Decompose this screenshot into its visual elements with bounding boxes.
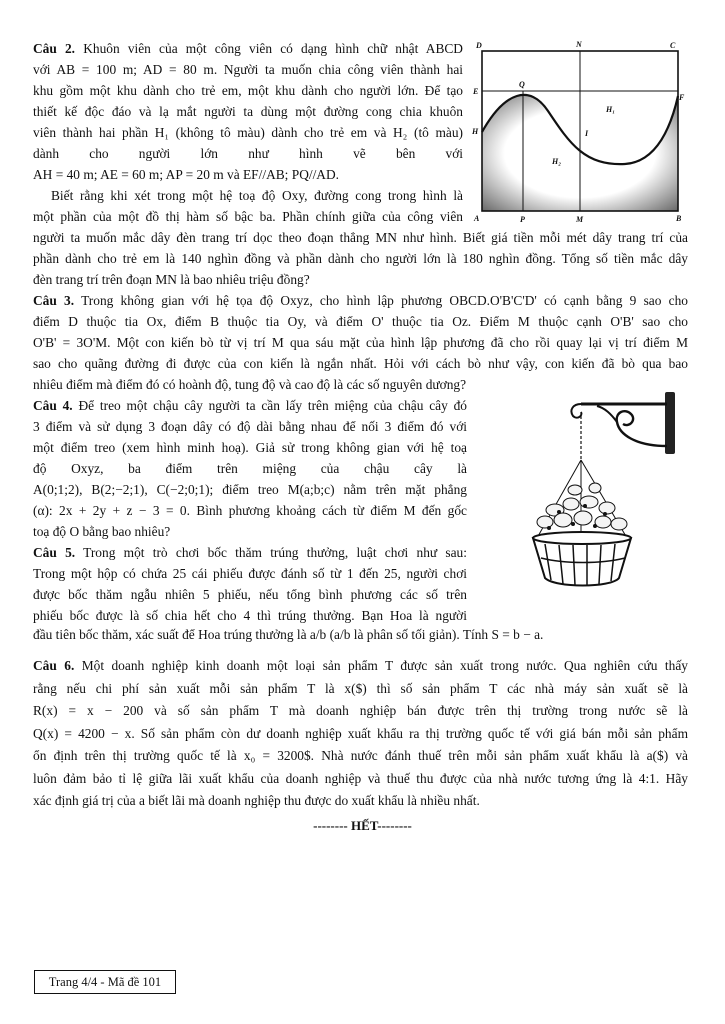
text-line: 3 điểm và sử dụng 3 đoạn dây có độ dài bằng nhau để nối 3 điểm đó với — [33, 419, 467, 434]
label-c: C — [670, 41, 676, 50]
text-line: A(0;1;2), B(2;−2;1), C(−2;0;1); điểm treo M(a;b;c) nằm trên mặt phẳng — [33, 482, 467, 497]
label-p: P — [520, 215, 525, 224]
question-label: Câu 3. — [33, 293, 75, 308]
question-5-tail — [33, 624, 688, 645]
text-line: ổn định trên thị trường quốc tế là x₀ = 3200$. Nhà nước đánh thuế trên mỗi sản phẩm xuất khẩu là a($) và — [33, 748, 688, 763]
question-2-rest — [33, 227, 688, 290]
text-line: Câu 3. Trong không gian với hệ tọa độ Oxyz, cho hình lập phương OBCD.O'B'C'D' có cạnh bằng 9 sao cho — [33, 293, 688, 308]
text-line: với AB = 100 m; AD = 80 m. Người ta muốn chia công viên thành hai — [33, 62, 463, 77]
park-figure — [470, 36, 692, 226]
label-d: D — [476, 41, 482, 50]
label-n: N — [576, 40, 582, 49]
question-label: Câu 4. — [33, 398, 73, 413]
text-line: Q(x) = 4200 − x. Số sản phẩm còn dư doanh nghiệp xuất khẩu ra thị trường quốc tế với giá bán mỗi sản phẩm — [33, 725, 688, 741]
text-line: (α): 2x + 2y + z − 3 = 0. Bình phương khoảng cách từ điểm M đến gốc — [33, 503, 467, 518]
text-line: một phần của một đồ thị hàm số bậc ba. Phần chính giữa của công viên — [33, 209, 463, 224]
label-q: Q — [519, 80, 525, 89]
text-line: R(x) = x − 200 và số sản phẩm T mà doanh nghiệp bán được trên thị trường trong nước sẽ là — [33, 703, 688, 718]
text-line: rằng nếu chi phí sản xuất mỗi sản phẩm T là x($) thì số sản phẩm T các nhà máy sản xuất sẽ là — [33, 680, 688, 696]
question-6 — [33, 655, 688, 813]
question-4 — [33, 395, 467, 542]
question-label: Câu 2. — [33, 41, 76, 56]
text-line: đèn trang trí trên đoạn MN là bao nhiêu triệu đồng? — [33, 272, 310, 287]
text-line: khu gồm một khu dành cho trẻ em, một khu dành cho người lớn. Để tạo — [33, 83, 463, 98]
text-line: phần dành cho trẻ em là 140 nghìn đồng và phần dành cho người lớn là 180 nghìn đồng. Tổng số tiền mắc dây — [33, 251, 688, 266]
text-line: toạ độ O bằng bao nhiêu? — [33, 524, 171, 539]
question-2-intro — [33, 38, 463, 227]
text-line: sao cho quãng đường đi được của con kiến là ngắn nhất. Hỏi với cách bò như vậy, con kiến đã bò qua bao — [33, 356, 688, 371]
text-line: AH = 40 m; AE = 60 m; AP = 20 m và EF//AB; PQ//AD. — [33, 167, 339, 182]
text-line: Biết rằng khi xét trong một hệ toạ độ Oxy, đường cong trong hình là — [51, 188, 463, 203]
label-b: B — [676, 214, 682, 223]
text-line: luôn đảm bảo tỉ lệ giữa lãi xuất khẩu của doanh nghiệp và thuế thu được của nhà nước tương ứng là 4:1. Hãy — [33, 770, 688, 786]
label-m: M — [576, 215, 584, 224]
text-line: O'B' = 3O'M. Một con kiến bò từ vị trí M qua sáu mặt của hình lập phương đã cho rồi quay lại vị trí điểm M — [33, 335, 688, 350]
text-line: dành cho người lớn như hình vẽ bên với — [33, 146, 463, 161]
label-h: H — [472, 127, 479, 136]
label-i: I — [585, 129, 589, 138]
text-line: được bốc thăm ngẫu nhiên 5 phiếu, nếu tổng bình phương các số trên — [33, 587, 467, 602]
label-a: A — [474, 214, 480, 223]
text-line: Trong một hộp có chứa 25 cái phiếu được đánh số từ 1 đến 25, người chơi — [33, 566, 467, 581]
text-line: Câu 2. Khuôn viên của một công viên có dạng hình chữ nhật ABCD — [33, 41, 463, 56]
text-line: phiếu bốc được là số chia hết cho 4 thì trúng thưởng. Bạn Hoa là người — [33, 608, 467, 623]
label-h1: H₁ — [606, 105, 616, 114]
label-h2: H₂ — [552, 157, 562, 166]
text-line: viên thành hai phần H₁ (không tô màu) dành cho trẻ em và H₂ (tô màu) — [33, 125, 463, 140]
question-5 — [33, 542, 467, 626]
text-line: xác định giá trị của a biết lãi mà doanh nghiệp thu được do xuất khẩu là nhiều nhất. — [33, 793, 480, 808]
question-label: Câu 6. — [33, 658, 75, 673]
label-f: F — [679, 93, 685, 102]
text-line: một điểm treo (xem hình minh hoạ). Giả sử trong không gian với hệ toạ — [33, 440, 467, 455]
text-line: điểm D thuộc tia Ox, điểm B thuộc tia Oy, và điểm O' thuộc tia Oz. Điểm M thuộc cạnh O'B' sao cho — [33, 314, 688, 329]
question-label: Câu 5. — [33, 545, 76, 560]
text-line: Câu 4. Để treo một chậu cây người ta cần lấy trên miệng của chậu cây đó — [33, 398, 467, 413]
text-line: độ Oxyz, ba điểm trên miệng của chậu cây là — [33, 461, 467, 476]
text-line: Câu 6. Một doanh nghiệp kinh doanh một loại sản phẩm T được sản xuất trong nước. Qua nghiên cứu thấy — [33, 658, 688, 673]
text-line: người ta muốn mắc dây đèn trang trí dọc theo đoạn thẳng MN như hình. Biết giá tiền mỗi mét dây trang trí của — [33, 230, 688, 245]
text-line: đầu tiên bốc thăm, xác suất để Hoa trúng thưởng là a/b (a/b là phân số tối giản). Tính S = b − a. — [33, 627, 544, 642]
text-line: thiết kế độc đáo và lạ mắt người ta dùng một đường cong chia khuôn — [33, 104, 463, 119]
question-3 — [33, 290, 688, 395]
label-e: E — [473, 87, 479, 96]
end-marker: -------- HẾT-------- — [313, 818, 412, 833]
text-line: Câu 5. Trong một trò chơi bốc thăm trúng thưởng, luật chơi như sau: — [33, 545, 467, 560]
page-footer: Trang 4/4 - Mã đề 101 — [34, 970, 176, 994]
text-line: nhiêu điểm mà điểm đó có hoành độ, tung độ và cao độ là các số nguyên dương? — [33, 377, 467, 392]
hanging-basket-illustration — [515, 388, 695, 603]
